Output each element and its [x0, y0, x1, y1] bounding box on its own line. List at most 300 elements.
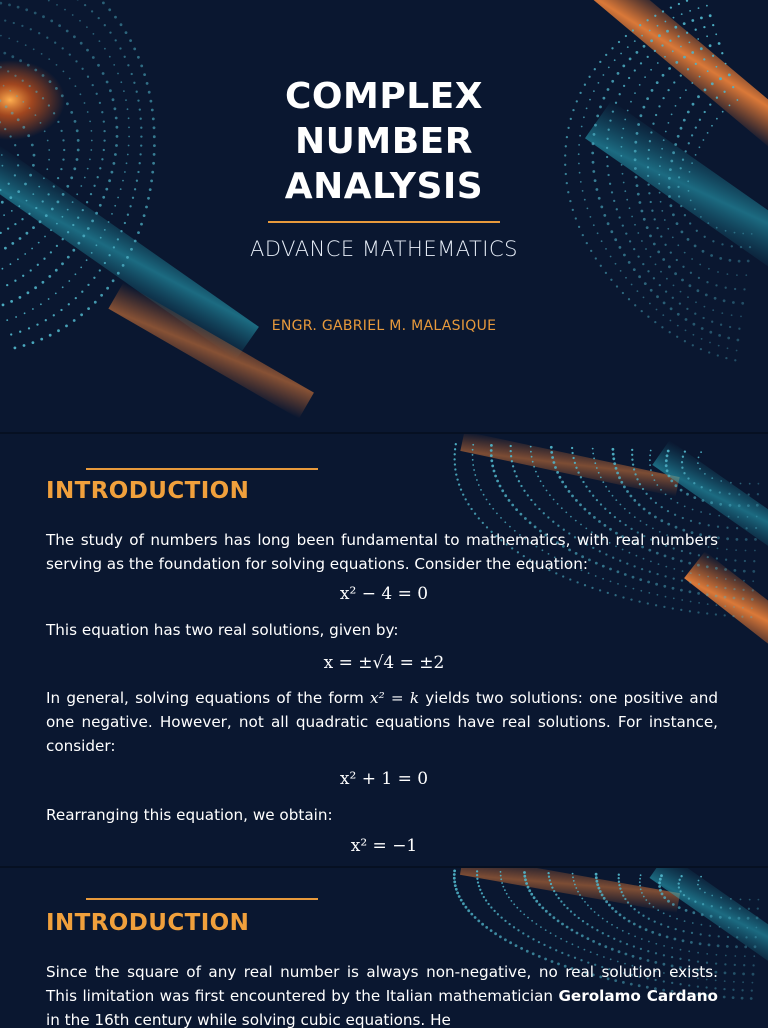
- decor-dot: [697, 611, 699, 613]
- decor-dot: [656, 309, 658, 311]
- decor-dot: [615, 910, 618, 913]
- decor-dot: [711, 905, 713, 907]
- decor-dot: [638, 503, 641, 506]
- decor-dot: [596, 467, 598, 469]
- decor-dot: [476, 479, 478, 481]
- decor-dot: [53, 314, 55, 316]
- decor-dot: [485, 899, 487, 901]
- decor-dot: [756, 927, 758, 929]
- decor-dot: [454, 453, 456, 455]
- decor-dot: [502, 886, 504, 888]
- decor-dot: [40, 338, 43, 341]
- decor-dot: [574, 957, 576, 959]
- decor-dot: [56, 4, 58, 6]
- decor-dot: [487, 903, 489, 905]
- decor-dot: [520, 947, 523, 950]
- decor-dot: [669, 40, 671, 42]
- decor-dot: [744, 955, 746, 957]
- decor-dot: [706, 281, 708, 283]
- decor-dot: [563, 904, 565, 906]
- decor-dot: [708, 944, 711, 947]
- decor-dot: [711, 477, 713, 479]
- decor-dot: [117, 272, 120, 275]
- decor-dot: [708, 268, 710, 270]
- decor-dot: [37, 264, 39, 266]
- decor-dot: [719, 491, 721, 493]
- decor-dot: [559, 476, 562, 479]
- decor-dot: [699, 522, 701, 524]
- decor-dot: [514, 470, 516, 472]
- decor-dot: [543, 485, 545, 487]
- decor-dot: [616, 285, 618, 287]
- decor-dot: [728, 917, 731, 920]
- decor-dot: [633, 499, 636, 502]
- decor-dot: [701, 486, 703, 488]
- decor-dot: [622, 894, 624, 896]
- decor-dot: [693, 334, 695, 336]
- decor-dot: [736, 274, 738, 276]
- decor-dot: [668, 475, 671, 478]
- decor-dot: [736, 350, 738, 352]
- decor-dot: [628, 298, 630, 300]
- decor-dot: [558, 897, 560, 899]
- decor-dot: [709, 342, 711, 344]
- decor-dot: [680, 46, 682, 48]
- decor-dot: [690, 272, 692, 274]
- decor-dot: [672, 297, 674, 299]
- decor-dot: [605, 54, 607, 56]
- decor-dot: [17, 6, 20, 9]
- decor-dot: [679, 879, 681, 881]
- decor-dot: [46, 37, 48, 39]
- decor-dot: [747, 516, 749, 518]
- decor-dot: [727, 273, 729, 275]
- decor-dot: [571, 447, 573, 449]
- decor-dot: [504, 521, 506, 523]
- decor-dot: [723, 996, 726, 999]
- decor-dot: [732, 996, 735, 999]
- decor-dot: [725, 955, 727, 957]
- decor-dot: [691, 51, 694, 54]
- decor-dot: [565, 512, 567, 514]
- decor-dot: [610, 279, 612, 281]
- decor-dot: [593, 516, 596, 519]
- decor-dot: [14, 347, 17, 350]
- decor-dot: [726, 945, 729, 948]
- decor-dot: [692, 922, 694, 924]
- decor-dot: [472, 459, 474, 461]
- decor-dot: [523, 875, 526, 878]
- decor-dot: [684, 450, 686, 452]
- decor-dot: [543, 944, 545, 946]
- decor-dot: [618, 884, 620, 886]
- decor-dot: [453, 881, 456, 884]
- decor-dot: [677, 313, 680, 316]
- decor-dot: [127, 64, 129, 66]
- decor-dot: [675, 484, 678, 487]
- decor-dot: [717, 944, 720, 947]
- decor-dot: [577, 471, 579, 473]
- decor-dot: [640, 62, 642, 64]
- decor-dot: [140, 65, 143, 68]
- decor-dot: [745, 538, 748, 541]
- decor-dot: [527, 494, 529, 496]
- decor-dot: [659, 284, 661, 286]
- decor-dot: [477, 881, 479, 883]
- decor-dot: [640, 874, 642, 876]
- title-line: ANALYSIS: [0, 164, 768, 209]
- decor-dot: [651, 931, 654, 934]
- decor-dot: [699, 468, 701, 470]
- decor-dot: [754, 538, 757, 541]
- decor-dot: [510, 455, 512, 457]
- decor-dot: [478, 484, 480, 486]
- decor-dot: [613, 938, 615, 940]
- decor-dot: [556, 471, 559, 474]
- decor-dot: [41, 53, 43, 55]
- decor-dot: [561, 507, 563, 509]
- decor-dot: [592, 448, 594, 450]
- decor-dot: [741, 616, 743, 618]
- decor-dot: [637, 290, 639, 292]
- decor-dot: [550, 451, 553, 454]
- decor-dot: [618, 877, 620, 879]
- decor-dot: [743, 570, 746, 573]
- decor-dot: [650, 469, 652, 471]
- decor-dot: [724, 614, 726, 616]
- decor-dot: [64, 9, 66, 11]
- decor-dot: [523, 490, 525, 492]
- decor-dot: [618, 41, 620, 43]
- decor-dot: [504, 889, 506, 891]
- decor-dot: [699, 942, 702, 945]
- decor-dot: [490, 454, 493, 457]
- equation: x² − 4 = 0: [0, 584, 768, 604]
- decor-dot: [453, 458, 455, 460]
- decor-dot: [674, 26, 677, 29]
- decor-dot: [25, 44, 27, 46]
- decor-dot: [663, 912, 665, 914]
- decor-dot: [686, 308, 688, 310]
- decor-dot: [712, 24, 714, 26]
- decor-dot: [738, 917, 741, 920]
- decor-dot: [610, 581, 612, 583]
- decor-dot: [744, 946, 747, 949]
- decor-dot: [482, 522, 484, 524]
- decor-dot: [753, 560, 755, 562]
- decor-dot: [25, 8, 28, 11]
- decor-dot: [744, 560, 746, 562]
- decor-dot: [622, 65, 625, 68]
- decor-dot: [481, 892, 483, 894]
- decor-dot: [481, 923, 484, 926]
- decor-dot: [709, 14, 712, 17]
- decor-dot: [747, 504, 750, 507]
- decor-dot: [21, 25, 23, 27]
- decor-dot: [650, 289, 653, 292]
- decor-dot: [618, 476, 621, 479]
- decor-dot: [712, 55, 714, 57]
- decor-dot: [532, 938, 534, 940]
- decor-dot: [32, 341, 35, 344]
- decor-dot: [666, 469, 669, 472]
- decor-dot: [520, 485, 522, 487]
- decor-dot: [653, 277, 655, 279]
- decor-dot: [627, 901, 629, 903]
- decor-dot: [560, 938, 562, 940]
- decor-dot: [716, 954, 718, 956]
- decor-dot: [756, 516, 758, 518]
- decor-dot: [742, 973, 745, 976]
- decor-dot: [578, 917, 580, 919]
- decor-dot: [650, 69, 652, 71]
- decor-dot: [700, 933, 702, 935]
- decor-dot: [753, 955, 755, 957]
- decor-dot: [63, 71, 65, 73]
- decor-dot: [665, 464, 668, 467]
- decor-dot: [656, 484, 658, 486]
- decor-dot: [472, 464, 474, 466]
- decor-dot: [109, 31, 111, 33]
- decor-dot: [619, 940, 621, 942]
- decor-dot: [643, 896, 645, 898]
- decor-dot: [724, 980, 726, 982]
- decor-dot: [670, 498, 672, 500]
- decor-dot: [662, 10, 664, 12]
- decor-dot: [510, 445, 512, 447]
- decor-dot: [709, 513, 711, 515]
- text-run: in the 16th century while solving cubic equations. He: [46, 1011, 451, 1028]
- decor-dot: [660, 271, 662, 273]
- decor-dot: [592, 495, 594, 497]
- decor-dot: [754, 945, 757, 948]
- decor-dot: [680, 291, 682, 293]
- decor-dot: [520, 513, 523, 516]
- decor-dot: [34, 69, 37, 72]
- decor-dot: [87, 307, 90, 310]
- decor-dot: [685, 909, 688, 912]
- decor-dot: [737, 339, 740, 342]
- decor-dot: [489, 503, 491, 505]
- decor-dot: [649, 903, 651, 905]
- decor-dot: [97, 64, 100, 67]
- decor-dot: [493, 910, 495, 912]
- decor-dot: [743, 580, 745, 582]
- decor-dot: [715, 613, 717, 615]
- decor-dot: [520, 910, 522, 912]
- decor-dot: [513, 903, 515, 905]
- decor-dot: [691, 932, 693, 934]
- decor-dot: [650, 450, 652, 452]
- decor-dot: [732, 615, 734, 617]
- decor-dot: [630, 905, 632, 907]
- decor-dot: [619, 887, 621, 889]
- decor-dot: [681, 461, 683, 463]
- decor-dot: [4, 19, 6, 21]
- decor-dot: [660, 874, 663, 877]
- decor-dot: [719, 916, 722, 919]
- decor-dot: [698, 457, 700, 459]
- decor-dot: [632, 576, 635, 579]
- title-block: [0, 74, 768, 261]
- decor-dot: [683, 894, 685, 896]
- decor-dot: [655, 952, 657, 954]
- decor-dot: [755, 527, 757, 529]
- decor-dot: [86, 26, 88, 28]
- equation: x² + 1 = 0: [0, 769, 768, 789]
- decor-dot: [734, 359, 736, 361]
- decor-dot: [593, 458, 595, 460]
- decor-dot: [42, 15, 45, 18]
- subtitle: ADVANCE MATHEMATICS: [0, 237, 768, 261]
- inline-math: x² = k: [370, 689, 419, 707]
- decor-dot: [453, 873, 456, 876]
- decor-dot: [511, 900, 513, 902]
- decor-dot: [603, 956, 605, 958]
- decor-dot: [649, 303, 651, 305]
- decor-dot: [674, 272, 677, 275]
- decor-dot: [575, 467, 577, 469]
- decor-dot: [605, 900, 608, 903]
- decor-dot: [625, 524, 627, 526]
- decor-dot: [92, 56, 95, 59]
- decor-dot: [94, 301, 97, 304]
- decor-dot: [585, 485, 587, 487]
- decor-dot: [620, 504, 622, 506]
- decor-dot: [654, 15, 656, 17]
- decor-dot: [664, 56, 666, 58]
- decor-dot: [661, 893, 664, 896]
- decor-dot: [701, 913, 704, 916]
- decor-dot: [614, 59, 616, 61]
- decor-dot: [636, 478, 638, 480]
- decor-dot: [500, 916, 502, 918]
- decor-dot: [485, 926, 488, 929]
- decor-dot: [567, 954, 569, 956]
- decor-dot: [106, 287, 109, 290]
- decor-dot: [34, 286, 37, 289]
- decor-dot: [700, 511, 702, 513]
- decor-dot: [681, 279, 684, 282]
- decor-dot: [614, 516, 616, 518]
- decor-dot: [668, 67, 671, 70]
- decor-dot: [757, 907, 759, 909]
- decor-dot: [660, 489, 662, 491]
- decor-dot: [55, 269, 58, 272]
- introduction-slide-1: [0, 432, 768, 866]
- decor-dot: [49, 334, 52, 337]
- decor-dot: [546, 490, 548, 492]
- decor-dot: [119, 47, 121, 49]
- decor-dot: [576, 932, 579, 935]
- decor-dot: [34, 12, 37, 15]
- decor-dot: [699, 888, 701, 890]
- decor-dot: [0, 35, 2, 37]
- decor-dot: [543, 512, 545, 514]
- decor-dot: [746, 927, 748, 929]
- decor-dot: [648, 941, 650, 943]
- decor-dot: [699, 264, 701, 266]
- decor-dot: [619, 520, 621, 522]
- decor-dot: [42, 281, 45, 284]
- decor-dot: [709, 489, 711, 491]
- decor-dot: [84, 4, 86, 6]
- decor-dot: [537, 476, 539, 478]
- decor-dot: [113, 64, 115, 66]
- decor-dot: [598, 887, 601, 890]
- decor-dot: [554, 466, 557, 469]
- decor-dot: [668, 265, 671, 268]
- decor-dot: [458, 895, 461, 898]
- decor-dot: [494, 475, 497, 478]
- decor-dot: [22, 275, 24, 277]
- decor-dot: [508, 897, 510, 899]
- decor-dot: [680, 949, 682, 951]
- decor-dot: [688, 950, 690, 952]
- decor-dot: [472, 444, 474, 446]
- decor-dot: [745, 527, 747, 529]
- decor-dot: [634, 304, 636, 306]
- decor-dot: [479, 889, 481, 891]
- decor-dot: [701, 338, 703, 340]
- decor-dot: [700, 17, 703, 20]
- decor-dot: [728, 493, 730, 495]
- decor-dot: [709, 44, 712, 47]
- decor-dot: [14, 280, 16, 282]
- decor-dot: [640, 520, 642, 522]
- decor-dot: [527, 886, 530, 889]
- decor-dot: [531, 456, 533, 458]
- decor-dot: [740, 899, 742, 901]
- decor-dot: [584, 901, 586, 903]
- decor-dot: [662, 314, 664, 316]
- paragraph: [46, 960, 718, 1028]
- decor-dot: [739, 908, 741, 910]
- decor-dot: [456, 892, 459, 895]
- decor-dot: [667, 510, 669, 512]
- decor-dot: [98, 17, 100, 19]
- decor-dot: [571, 495, 574, 498]
- decor-dot: [513, 926, 515, 928]
- decor-dot: [623, 917, 626, 920]
- decor-dot: [538, 955, 541, 958]
- decor-dot: [700, 47, 703, 50]
- decor-dot: [522, 932, 524, 934]
- decor-dot: [665, 459, 668, 462]
- decor-dot: [540, 480, 542, 482]
- decor-dot: [122, 264, 125, 267]
- decor-dot: [649, 464, 651, 466]
- decor-dot: [577, 891, 579, 893]
- decor-dot: [689, 284, 692, 287]
- decor-dot: [655, 943, 657, 945]
- decor-dot: [102, 2, 105, 5]
- decor-dot: [608, 490, 610, 492]
- decor-dot: [27, 64, 30, 67]
- decor-dot: [719, 926, 721, 928]
- decor-dot: [504, 920, 506, 922]
- decor-dot: [639, 578, 642, 581]
- decor-dot: [525, 882, 528, 885]
- decor-dot: [490, 459, 493, 462]
- decor-dot: [551, 456, 554, 459]
- decor-dot: [655, 604, 657, 606]
- decor-dot: [724, 605, 726, 607]
- decor-dot: [654, 50, 656, 52]
- decor-dot: [640, 948, 642, 950]
- decor-dot: [632, 29, 634, 31]
- decor-dot: [725, 63, 727, 65]
